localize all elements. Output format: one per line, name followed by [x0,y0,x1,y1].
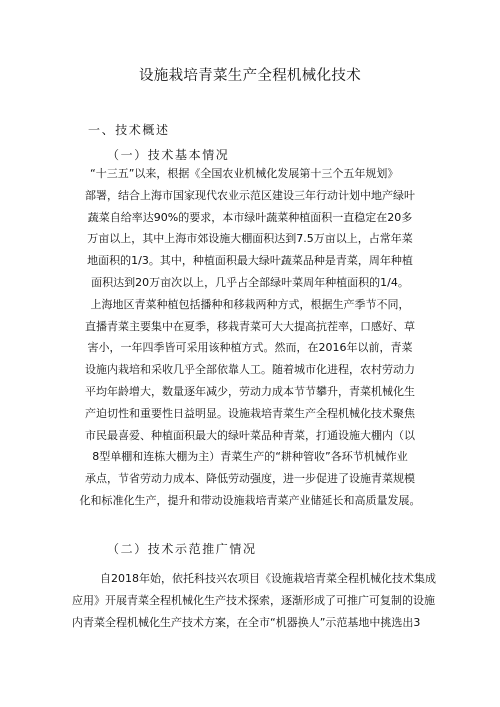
document-title: 设施栽培青菜生产全程机械化技术 [139,68,361,84]
paragraph-line: 应用》开展青菜全程机械化生产技术探索，逐渐形成了可推广可复制的设施 [72,593,435,607]
paragraph-line: 地面积的1/3。其中，种植面积最大绿叶蔬菜品种是青菜，周年种植 [87,254,413,268]
paragraph-line: 内青菜全程机械化生产技术方案，在全市“机器换人”示范基地中挑选出3 [72,615,421,629]
paragraph-line: 8型单棚和连栋大棚为主）青菜生产的“耕种管收”各环节机械作业 [92,450,408,464]
paragraph-line: 化和标准化生产，提升和带动设施栽培青菜产业储延长和高质量发展。 [79,493,421,507]
paragraph-promotion [72,568,436,633]
subsection-heading-promotion: （二）技术示范推广情况 [107,542,257,556]
paragraph-line: 设施内栽培和采收几乎全部依靠人工。随着城市化进程，农村劳动力 [85,363,415,377]
paragraph-line: 万亩以上，其中上海市郊设施大棚面积达到7.5万亩以上，占常年菜 [87,232,413,246]
section-heading-overview: 一、技术概述 [88,123,170,137]
paragraph-basic-info [78,163,422,512]
subsection-heading-basic-info: （一）技术基本情况 [107,148,230,162]
paragraph-line: “十三五”以来，根据《全国农业机械化发展第十三个五年规划》 [90,167,399,180]
paragraph-line: 产迫切性和重要性日益明显。设施栽培青菜生产全程机械化技术聚焦 [85,406,415,420]
paragraph-line: 害小，一年四季皆可采用该种植方式。然而，在2016年以前，青菜 [87,341,413,355]
paragraph-line: 上海地区青菜种植包括播种和移栽两种方式，根据生产季节不同， [90,297,410,311]
paragraph-line: 部署，结合上海市国家现代农业示范区建设三年行动计划中地产绿叶 [85,188,415,202]
paragraph-line: 自2018年始，依托科技兴农项目《设施栽培青菜全程机械化技术集成 [100,572,436,585]
paragraph-line: 蔬菜自给率达90%的要求，本市绿叶蔬菜种植面积一直稳定在20多 [87,210,413,224]
paragraph-line: 市民最喜爱、种植面积最大的绿叶菜品种青菜，打通设施大棚内（以 [85,428,415,442]
paragraph-line: 面积达到20万亩次以上，几乎占全部绿叶菜周年种植面积的1/4。 [91,275,409,289]
paragraph-line: 平均年龄增大，数量逐年减少，劳动力成本节节攀升，青菜机械化生 [85,384,415,398]
paragraph-line: 直播青菜主要集中在夏季，移栽青菜可大大提高抗茬率，口感好、草 [85,319,415,333]
paragraph-line: 承点，节省劳动力成本、降低劳动强度，进一步促进了设施青菜规模 [85,472,415,486]
